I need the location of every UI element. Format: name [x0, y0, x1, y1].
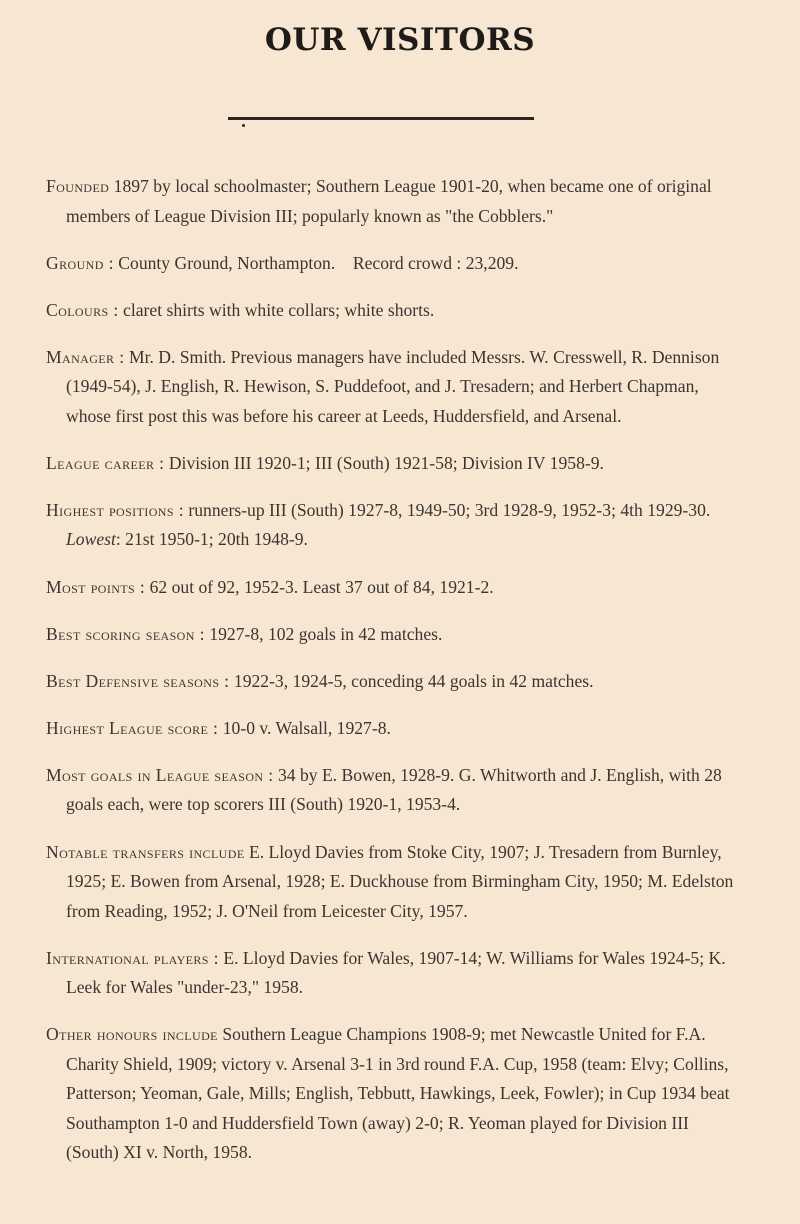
entry-label: Best Defensive seasons : — [46, 670, 230, 691]
entry-text: Mr. D. Smith. Previous managers have included Messrs. W. Cresswell, R. Dennison (1949-54), J. English, R. Hewison, S. Puddefoot, and J. Tresadern; and Herbert Chapman, whose first post this was before his career at Leeds, Huddersfield, and Arsenal. — [66, 346, 720, 426]
entry-notable-transfers — [46, 838, 746, 927]
entry-label: Most goals in League season : — [46, 764, 274, 785]
entry-most-goals — [46, 761, 746, 820]
entry-label: Highest positions : — [46, 499, 184, 520]
entry-text: 1927-8, 102 goals in 42 matches. — [209, 623, 443, 644]
entry-text: E. Lloyd Davies from Stoke City, 1907; J. Tresadern from Burnley, 1925; E. Bowen from Arsenal, 1928; E. Duckhouse from Birmingham City, 1950; M. Edelston from Reading, 1952; J. O'Neil from Leicester City, 1957. — [66, 841, 734, 921]
entry-text: Southern League Champions 1908-9; met Newcastle United for F.A. Charity Shield, 1909; victory v. Arsenal 3-1 in 3rd round F.A. Cup, 1958 (team: Elvy; Collins, Patterson; Yeoman, Gale, Mills; English, Tebbutt, Hawkings, Leek, Fowler); in Cup 1934 beat Southampton 1-0 and Huddersfield Town (away) 2-0; R. Yeoman played for Division III (South) XI v. North, 1958. — [66, 1024, 730, 1163]
entry-manager — [46, 343, 746, 432]
entry-league-career — [46, 449, 746, 479]
entry-text: runners-up III (South) 1927-8, 1949-50; 3rd 1928-9, 1952-3; 4th 1929-30. — [188, 499, 711, 520]
entry-label: League career : — [46, 452, 165, 473]
entry-text: claret shirts with white collars; white shorts. — [123, 299, 435, 320]
entry-best-defensive-seasons — [46, 667, 746, 697]
entry-text: 34 by E. Bowen, 1928-9. G. Whitworth and J. English, with 28 goals each, were top scorers III (South) 1920-1, 1953-4. — [66, 764, 722, 815]
entry-label: Most points : — [46, 576, 146, 597]
entry-most-points — [46, 573, 746, 603]
entry-label: Other honours include — [46, 1024, 218, 1045]
entry-ground — [46, 249, 746, 279]
entry-label: Highest League score : — [46, 717, 219, 738]
title-rule — [228, 117, 534, 120]
entry-colours — [46, 296, 746, 326]
entry-best-scoring-season — [46, 620, 746, 650]
entry-label: Notable transfers include — [46, 841, 245, 862]
entry-text: 62 out of 92, 1952-3. Least 37 out of 84, 1921-2. — [149, 576, 494, 597]
entry-label: Colours : — [46, 299, 119, 320]
entry-founded — [46, 172, 746, 231]
rule-mark — [242, 124, 245, 127]
entry-text: 1897 by local schoolmaster; Southern League 1901-20, when became one of original members of League Division III; popularly known as "the Cobblers." — [66, 176, 712, 226]
entry-italic-label: Lowest — [66, 529, 116, 550]
entry-label: International players : — [46, 947, 219, 968]
entry-text: County Ground, Northampton. Record crowd : 23,209. — [118, 252, 519, 273]
entry-highest-league-score — [46, 714, 746, 744]
page-title: OUR VISITORS — [264, 22, 536, 58]
entry-label: Ground : — [46, 252, 114, 273]
entry-other-honours — [46, 1020, 746, 1168]
entry-label: Best scoring season : — [46, 623, 205, 644]
entry-text: Division III 1920-1; III (South) 1921-58; Division IV 1958-9. — [168, 452, 604, 473]
entry-highest-positions — [46, 496, 746, 555]
entry-text-after: : 21st 1950-1; 20th 1948-9. — [115, 529, 308, 550]
entry-text: 1922-3, 1924-5, conceding 44 goals in 42 matches. — [233, 670, 594, 691]
entry-label: Manager : — [46, 346, 125, 367]
entry-text: E. Lloyd Davies for Wales, 1907-14; W. Williams for Wales 1924-5; K. Leek for Wales "under-23," 1958. — [66, 947, 726, 998]
entry-label: Founded — [46, 176, 110, 196]
entries-list — [46, 172, 746, 1179]
entry-text: 10-0 v. Walsall, 1927-8. — [222, 717, 391, 738]
entry-international-players — [46, 944, 746, 1003]
